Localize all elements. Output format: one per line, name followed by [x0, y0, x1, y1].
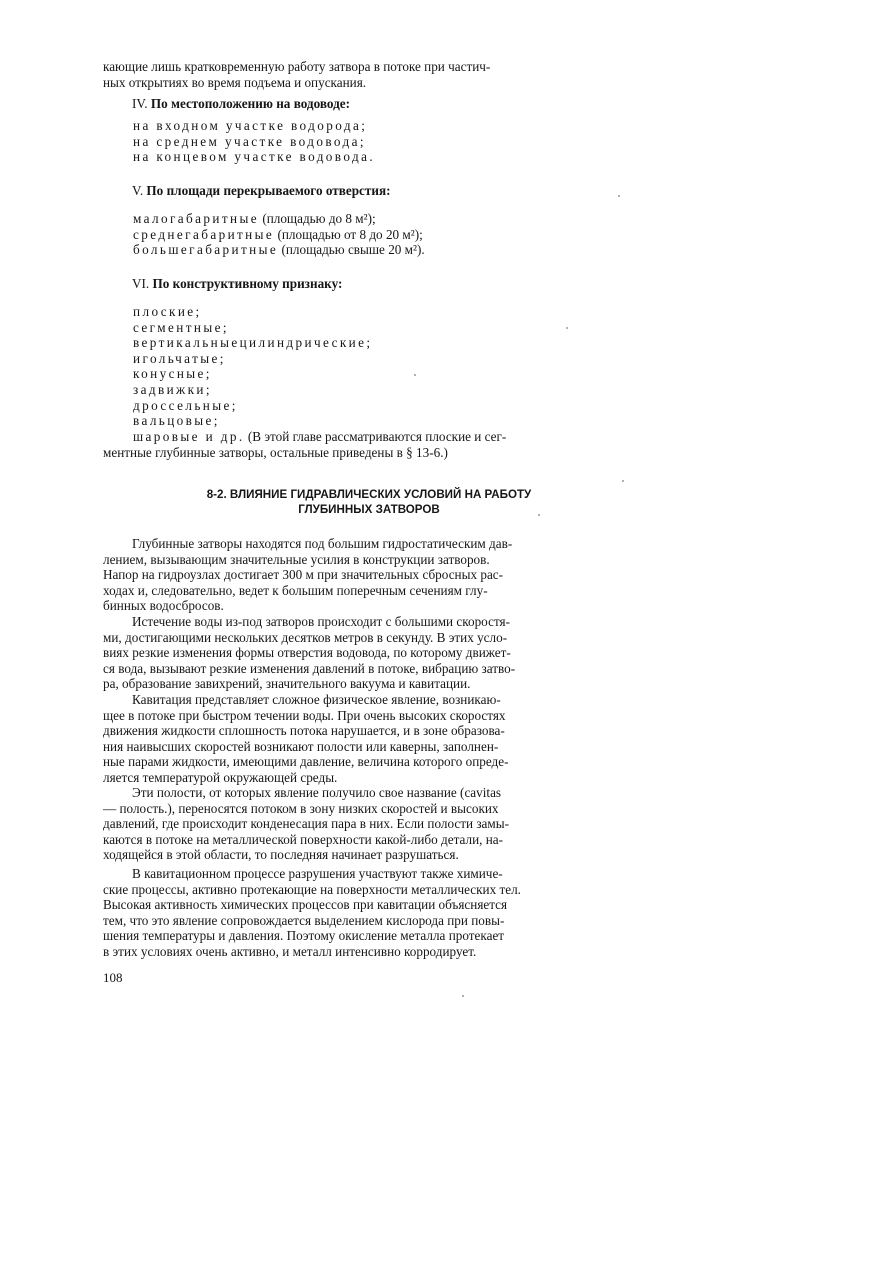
scan-speck: [622, 480, 624, 482]
text-line: ментные глубинные затворы, остальные приведены в § 13-6.): [103, 444, 448, 460]
text-line: В кавитационном процессе разрушения участвуют также химиче-: [132, 866, 503, 881]
text-line: в этих условиях очень активно, и металл интенсивно корродирует.: [103, 943, 477, 959]
text-line: Эти полости, от которых явление получило свое название (cavitas: [132, 785, 502, 800]
text-line: Высокая активность химических процессов при кавитации объясняется: [103, 897, 508, 913]
list-term: большегабаритные: [133, 242, 279, 258]
list-term: шаровые и др.: [133, 429, 245, 444]
body-paragraph: [103, 536, 635, 614]
text-line: тем, что это явление сопровождается выделением кислорода при повы-: [103, 912, 505, 928]
heading-number: VI.: [132, 276, 150, 291]
section-title: [103, 487, 635, 517]
text-line: ляется температурой окружающей среды.: [103, 769, 338, 785]
scan-speck: [414, 374, 416, 376]
text-line: бинных водосбросов.: [103, 598, 224, 614]
scan-speck: [462, 995, 464, 997]
text-line: Кавитация представляет сложное физическое явление, возникаю-: [132, 692, 501, 707]
list-item: [133, 242, 425, 258]
category-heading-location: [132, 96, 350, 112]
scan-speck: [566, 327, 568, 329]
text-line: [103, 429, 635, 445]
area-list: [133, 211, 425, 258]
heading-title: По конструктивному признаку:: [152, 276, 343, 291]
design-list: [133, 304, 372, 429]
scan-speck: [618, 195, 620, 197]
body-paragraph: [103, 692, 635, 786]
list-item: [133, 211, 425, 227]
text-line: кающие лишь кратковременную работу затвора в потоке при частич-: [103, 59, 491, 74]
text-line: ра, образование завихрений, значительного вакуума и кавитации.: [103, 676, 471, 692]
list-item: на входном участке водорода;: [133, 118, 368, 133]
text-line: ми, достигающими нескольких десятков метров в секунду. В этих усло-: [103, 629, 508, 645]
list-note: (площадью от 8 до 20 м²);: [274, 226, 423, 242]
text-line: ходящейся в этой области, то последняя начинает разрушаться.: [103, 847, 459, 863]
list-item: вальцовые;: [133, 413, 220, 429]
heading-number: IV.: [132, 96, 148, 111]
list-item: задвижки;: [133, 381, 212, 397]
text-line: щее в потоке при быстром течении воды. При очень высоких скоростях: [103, 707, 506, 723]
list-item: на среднем участке водовода;: [133, 133, 366, 149]
text-line: Напор на гидроузлах достигает 300 м при значительных сбросных рас-: [103, 567, 504, 583]
design-list-closing: [103, 429, 635, 460]
list-term: среднегабаритные: [133, 226, 275, 242]
list-item: сегментные;: [133, 319, 229, 335]
page-number: 108: [103, 970, 123, 985]
text-line: Истечение воды из-под затворов происходит с большими скоростя-: [132, 614, 510, 629]
text-line: давлений, где происходит конденесация пара в них. Если полости замы-: [103, 816, 510, 832]
body-paragraph: [103, 614, 635, 692]
list-item: [133, 227, 425, 243]
list-term: малогабаритные: [133, 211, 260, 226]
section-title-line: 8-2. ВЛИЯНИЕ ГИДРАВЛИЧЕСКИХ УСЛОВИЙ НА РАБОТУ: [206, 488, 532, 501]
category-heading-design: [132, 276, 342, 292]
scan-speck: [538, 514, 540, 516]
text-line: — полость.), переносятся потоком в зону низких скоростей и высоких: [103, 800, 499, 816]
text-line: ские процессы, активно протекающие на поверхности металлических тел.: [103, 881, 521, 897]
list-item: на концевом участке водовода.: [133, 149, 376, 165]
text-line: движения жидкости сплошность потока нарушается, и в зоне образова-: [103, 723, 505, 739]
body-paragraph: [103, 785, 635, 863]
text-line: ся вода, вызывают резкие изменения давлений в потоке, вибрацию затво-: [103, 660, 516, 676]
list-note: (площадью до 8 м²);: [259, 211, 376, 226]
text-line: шения температуры и давления. Поэтому окисление металла протекает: [103, 928, 505, 944]
body-paragraph: [103, 866, 635, 960]
list-item: игольчатые;: [133, 350, 226, 366]
text-line: Глубинные затворы находятся под большим гидростатическим дав-: [132, 536, 513, 551]
text-line: ния наивысших скоростей возникают полости или каверны, заполнен-: [103, 738, 499, 754]
list-item: вертикальныецилиндрические;: [133, 335, 373, 351]
text-line: ные парами жидкости, имеющими давление, величина которого опреде-: [103, 754, 509, 770]
location-list: [133, 118, 375, 165]
category-heading-area: [132, 183, 391, 199]
text-line: виях резкие изменения формы отверстия водовода, по которому движет-: [103, 645, 511, 661]
text-line: ходах и, следовательно, ведет к большим поперечным сечениям глу-: [103, 582, 488, 598]
heading-number: V.: [132, 183, 144, 198]
text-line: лением, вызывающим значительные усилия в конструкции затворов.: [103, 551, 490, 567]
heading-title: По местоположению на водоводе:: [150, 96, 351, 111]
text-line: ных открытиях во время подъема и опускания.: [103, 74, 367, 90]
heading-title: По площади перекрываемого отверстия:: [146, 183, 391, 198]
list-note: (площадью свыше 20 м²).: [278, 242, 425, 258]
text-line: каются в потоке на металлической поверхности какой-либо детали, на-: [103, 831, 504, 847]
list-item: дроссельные;: [133, 397, 238, 413]
list-item: плоские;: [133, 304, 202, 319]
section-title-line: ГЛУБИННЫХ ЗАТВОРОВ: [298, 503, 440, 516]
intro-paragraph: [103, 59, 635, 90]
list-item: конусные;: [133, 366, 212, 382]
list-note: (В этой главе рассматриваются плоские и сег-: [244, 429, 507, 444]
